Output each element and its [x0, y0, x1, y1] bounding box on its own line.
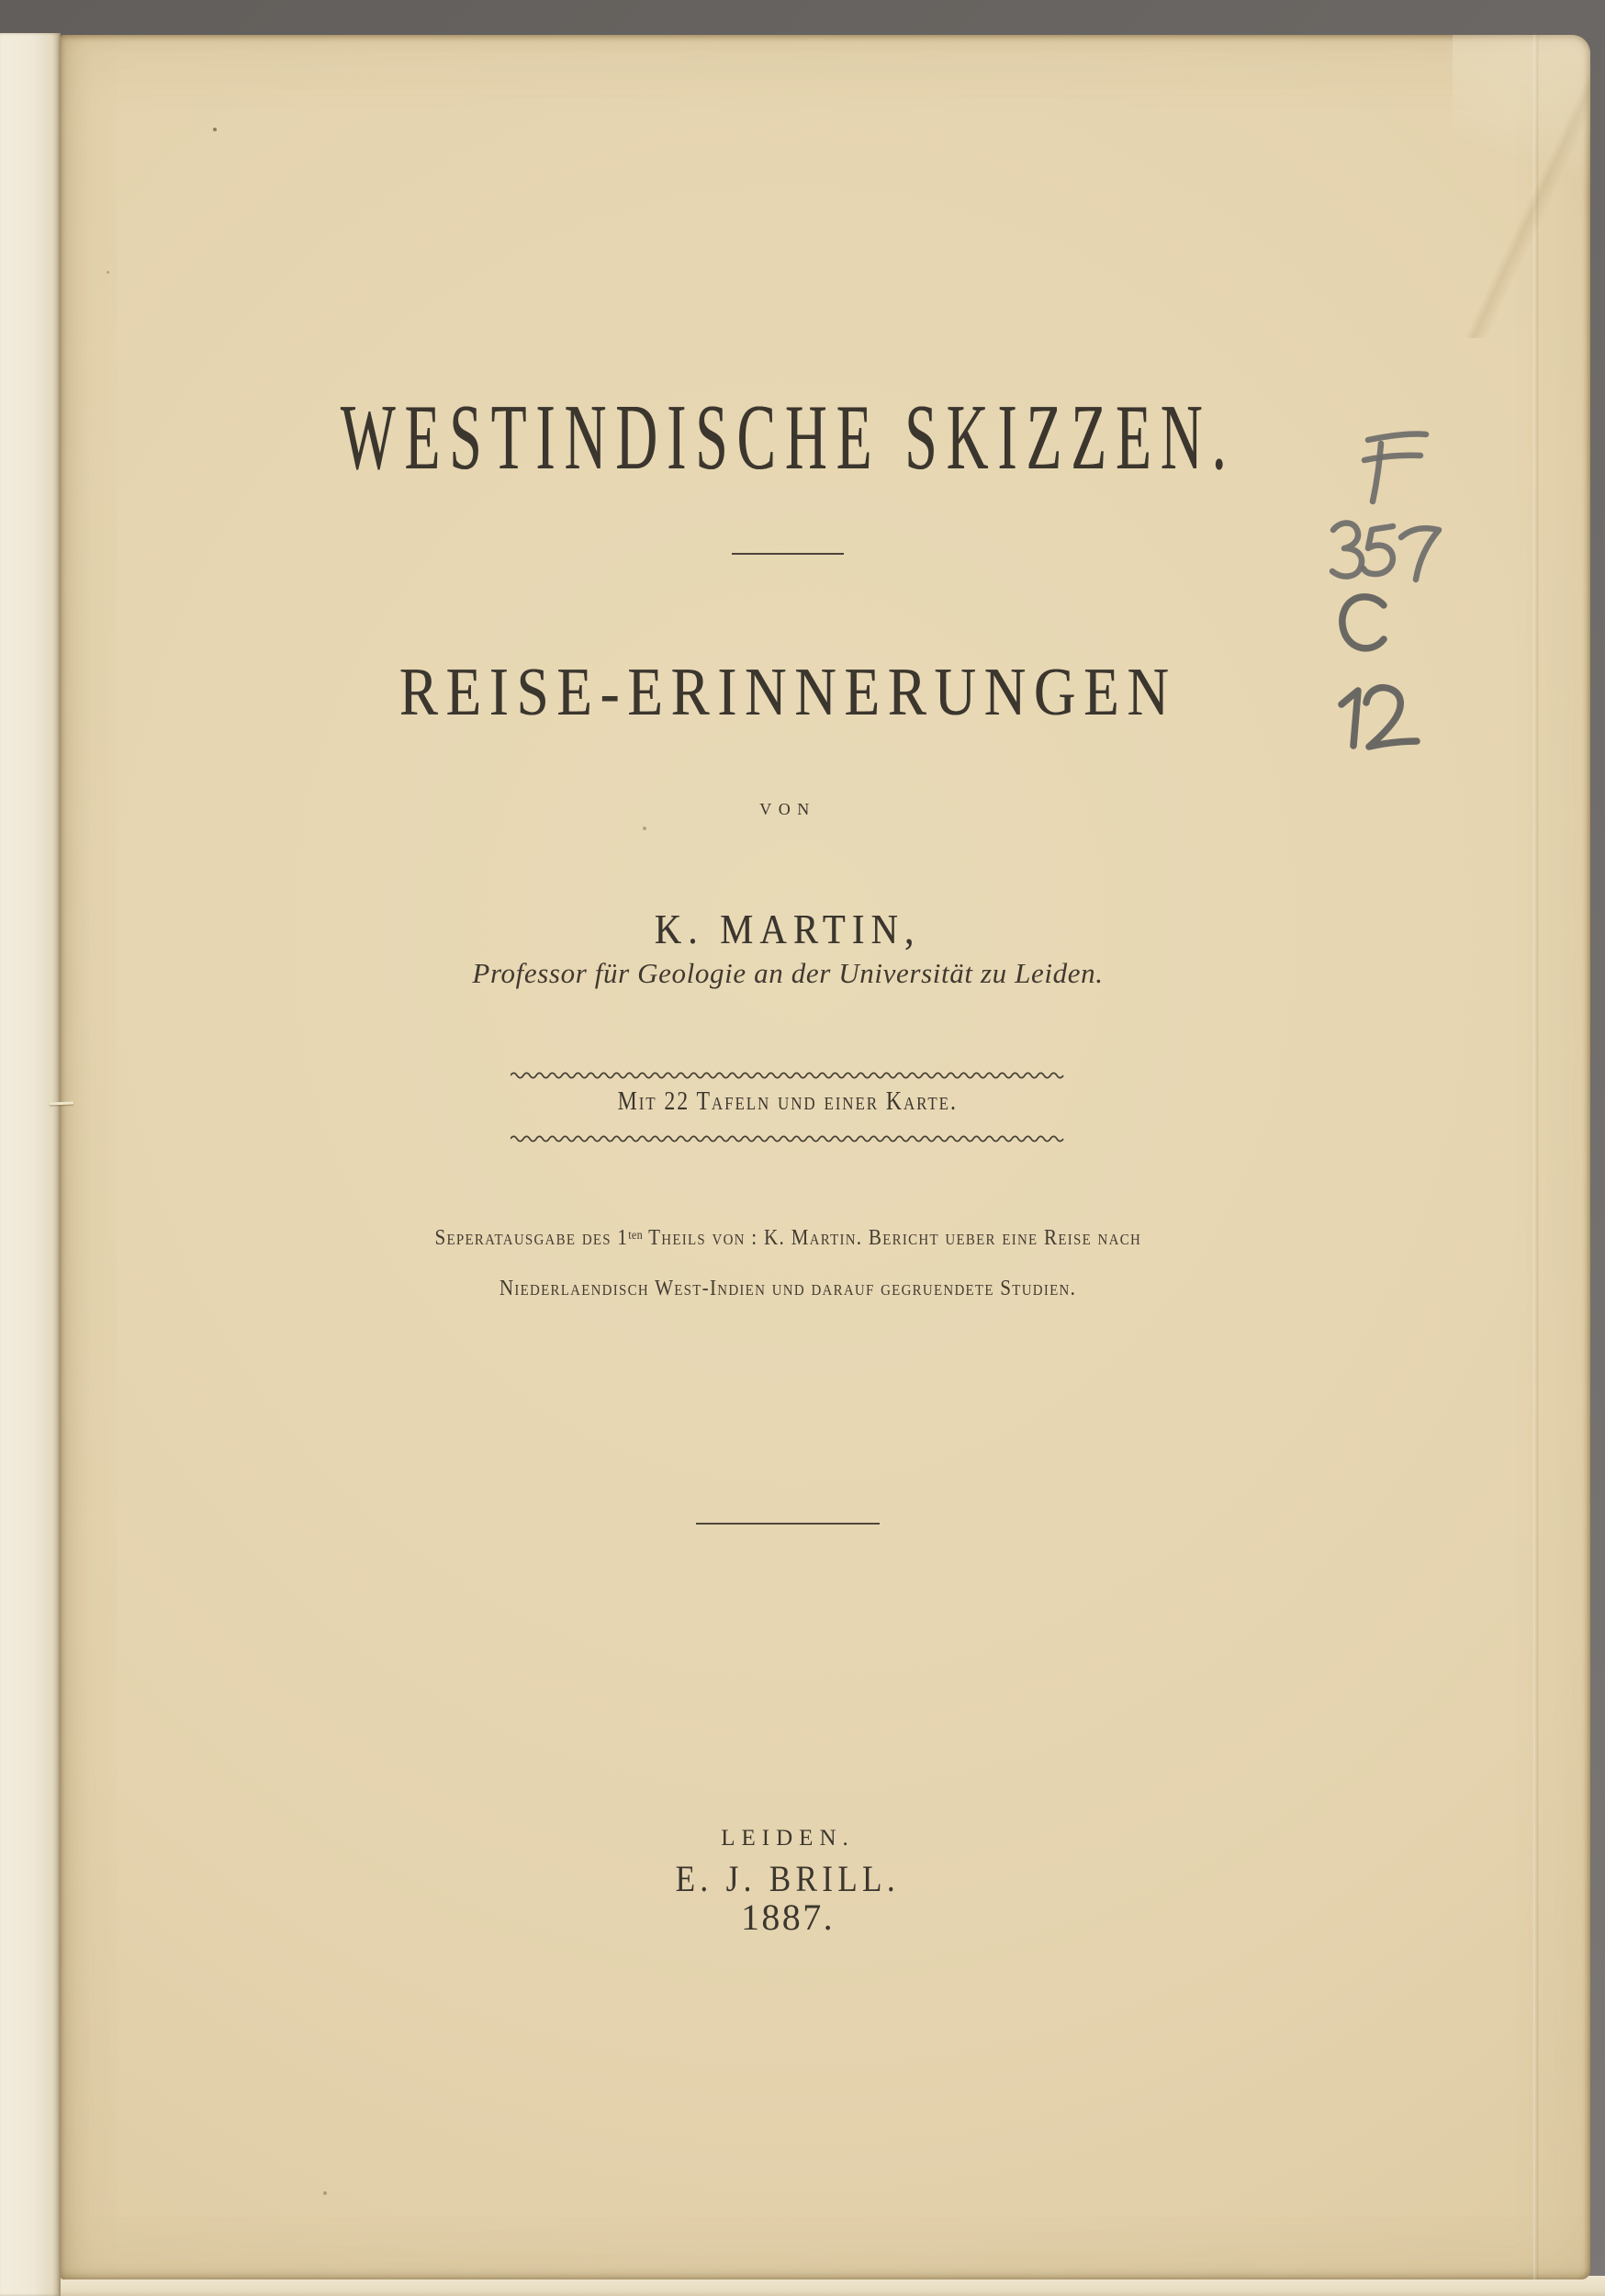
imprint-city: LEIDEN. — [721, 1826, 855, 1851]
title-page-content — [61, 35, 1515, 2279]
imprint-year: 1887. — [741, 1896, 835, 1938]
book-subtitle: REISE-ERINNERUNGEN — [398, 655, 1177, 730]
paper-crease — [1533, 35, 1539, 2279]
wavy-rule-top — [61, 1068, 1515, 1085]
pencil-shelfmark-annotation — [1313, 418, 1460, 767]
author-affiliation: Professor für Geologie an der Universität zu Leiden. — [472, 957, 1104, 989]
divider-rule — [61, 553, 1515, 569]
divider-rule — [61, 1523, 1515, 1539]
book-title: WESTINDISCHE SKIZZEN. — [340, 386, 1236, 490]
title-page — [61, 35, 1590, 2279]
author-name: K. MARTIN, — [655, 906, 921, 952]
flyleaf-edge-strip — [0, 33, 61, 2296]
edition-note-line1: Seperatausgabe des $1^{ten}$ Theils von : K. Martin. Bericht ueber eine Reise nach — [434, 1226, 1141, 1250]
imprint-publisher: E. J. BRILL. — [675, 1858, 901, 1899]
plates-note: Mit 22 Tafeln und einer Karte. — [617, 1087, 959, 1116]
wavy-rule-bottom — [61, 1131, 1515, 1148]
byline-label: von — [759, 795, 816, 820]
edition-note-line2: Niederlaendisch West-Indien und darauf gegruendete Studien. — [499, 1277, 1077, 1300]
ordinal-superscript: ten — [628, 1228, 643, 1243]
